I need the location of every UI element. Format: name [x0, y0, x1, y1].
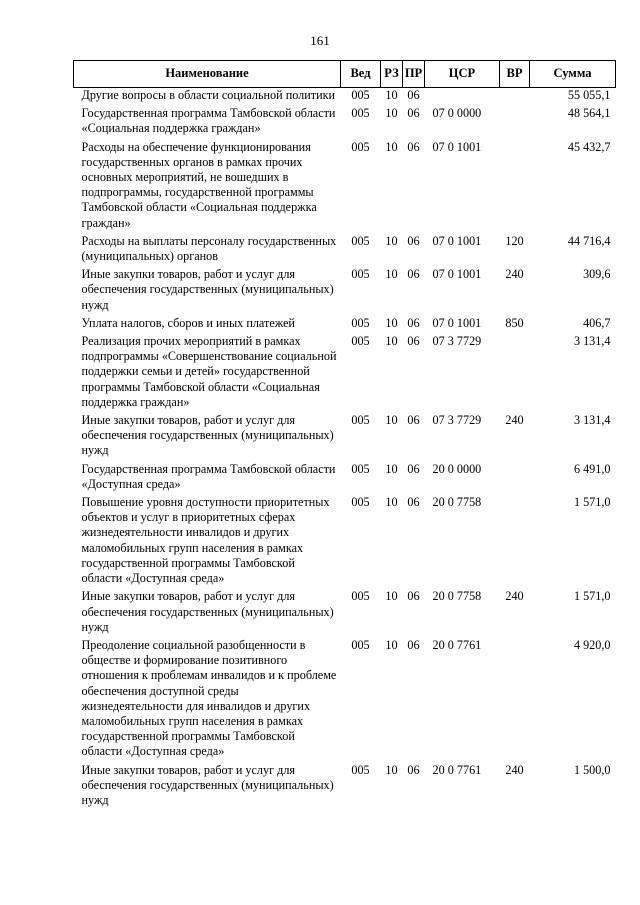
cell-rz: 10: [385, 88, 398, 102]
table-row: [74, 140, 616, 234]
cell-rz: 10: [385, 413, 398, 428]
cell-ved: 005: [351, 413, 370, 428]
cell-vr: [500, 462, 530, 495]
page-number: 161: [310, 33, 330, 48]
cell-csr: 07 3 7729: [432, 334, 482, 349]
cell-name: Иные закупки товаров, работ и услуг для обеспечения государственных (муниципальных) нужд: [81, 413, 334, 458]
cell-name: Повышение уровня доступности приоритетных объектов и услуг в приоритетных сферах жизнедеятельности инвалидов и других маломобильных групп населения в рамках государственной программы Тамбовской области «Доступная среда»: [81, 495, 330, 586]
cell-sum: 3 131,4: [573, 334, 611, 349]
cell-name: Государственная программа Тамбовской области «Доступная среда»: [81, 461, 336, 491]
cell-vr: [500, 106, 530, 139]
cell-ved: 005: [351, 88, 370, 102]
cell-pr: 06: [407, 139, 420, 154]
cell-sum: 1 500,0: [573, 762, 611, 777]
cell-vr: [500, 495, 530, 589]
table-row: [74, 763, 616, 812]
cell-vr: 240: [505, 589, 524, 604]
cell-csr: 20 0 0000: [432, 461, 482, 476]
table-row: [74, 413, 616, 462]
cell-sum: 3 131,4: [573, 413, 611, 428]
cell-rz: 10: [385, 589, 398, 604]
cell-ved: 005: [351, 106, 370, 121]
cell-name: Иные закупки товаров, работ и услуг для обеспечения государственных (муниципальных) нужд: [81, 589, 334, 634]
cell-csr: 07 0 0000: [432, 106, 482, 121]
table-row: [74, 334, 616, 413]
cell-ved: 005: [351, 589, 370, 604]
cell-sum: 1 571,0: [573, 495, 611, 510]
table-row: [74, 495, 616, 589]
cell-pr: 06: [407, 589, 420, 604]
table-row: [74, 267, 616, 316]
cell-name: Уплата налогов, сборов и иных платежей: [81, 315, 295, 330]
cell-name: Реализация прочих мероприятий в рамках подпрограммы «Совершенствование социальной поддержки семьи и детей» государственной программы Тамбовской области «Социальная поддержка граждан»: [81, 334, 337, 409]
cell-name: Преодоление социальной разобщенности в обществе и формирование позитивного отношения к проблемам инвалидов и к проблеме обеспечения доступной среды жизнедеятельности для инвалидов и других маломобильных групп населения в рамках государственной программы Тамбовской области «Доступная среда»: [81, 637, 337, 759]
cell-rz: 10: [385, 267, 398, 282]
cell-vr: 850: [505, 315, 524, 330]
cell-vr: 240: [505, 267, 524, 282]
cell-pr: 06: [407, 495, 420, 510]
cell-csr: 20 0 7758: [432, 589, 482, 604]
cell-pr: 06: [407, 334, 420, 349]
cell-sum: 1 571,0: [573, 589, 611, 604]
cell-sum: 4 920,0: [573, 637, 611, 652]
cell-rz: 10: [385, 334, 398, 349]
cell-rz: 10: [385, 106, 398, 121]
cell-ved: 005: [351, 762, 370, 777]
table-row: [74, 316, 616, 334]
cell-vr: 120: [505, 233, 524, 248]
cell-vr: [500, 638, 530, 763]
header-sum: Сумма: [530, 61, 616, 88]
cell-name: Иные закупки товаров, работ и услуг для обеспечения государственных (муниципальных) нужд: [81, 267, 334, 312]
cell-sum: 55 055,1: [567, 88, 611, 102]
cell-ved: 005: [351, 495, 370, 510]
table-row: [74, 589, 616, 638]
cell-rz: 10: [385, 495, 398, 510]
cell-pr: 06: [407, 233, 420, 248]
table-body: [74, 88, 616, 812]
table-row: [74, 462, 616, 495]
cell-name: Государственная программа Тамбовской области «Социальная поддержка граждан»: [81, 106, 336, 136]
cell-pr: 06: [407, 461, 420, 476]
cell-csr: 07 0 1001: [432, 267, 482, 282]
cell-pr: 06: [407, 88, 420, 102]
cell-sum: 48 564,1: [567, 106, 611, 121]
cell-csr: 07 0 1001: [432, 139, 482, 154]
cell-ved: 005: [351, 637, 370, 652]
table-header-row: [74, 61, 616, 88]
table-row: [74, 106, 616, 139]
cell-rz: 10: [385, 762, 398, 777]
header-ved: Вед: [341, 61, 381, 88]
cell-pr: 06: [407, 637, 420, 652]
cell-name: Другие вопросы в области социальной политики: [81, 88, 336, 102]
header-rz: РЗ: [381, 61, 403, 88]
cell-rz: 10: [385, 139, 398, 154]
cell-pr: 06: [407, 267, 420, 282]
cell-name: Расходы на обеспечение функционирования государственных органов в рамках прочих основных мероприятий, не вошедших в подпрограммы, государственной программы Тамбовской области «Социальная поддержка граждан»: [81, 139, 317, 230]
cell-vr: 240: [505, 762, 524, 777]
table-row: [74, 88, 616, 107]
cell-vr: [500, 88, 530, 107]
budget-table: [73, 60, 616, 811]
cell-name: Иные закупки товаров, работ и услуг для обеспечения государственных (муниципальных) нужд: [81, 762, 334, 807]
cell-sum: 309,6: [583, 267, 611, 282]
cell-rz: 10: [385, 233, 398, 248]
cell-pr: 06: [407, 413, 420, 428]
table-row: [74, 638, 616, 763]
cell-pr: 06: [407, 106, 420, 121]
cell-rz: 10: [385, 315, 398, 330]
cell-vr: [500, 140, 530, 234]
cell-ved: 005: [351, 315, 370, 330]
cell-vr: [500, 334, 530, 413]
cell-ved: 005: [351, 267, 370, 282]
header-pr: ПР: [403, 61, 425, 88]
header-vr: ВР: [500, 61, 530, 88]
header-csr: ЦСР: [425, 61, 500, 88]
cell-sum: 44 716,4: [567, 233, 611, 248]
cell-name: Расходы на выплаты персоналу государственных (муниципальных) органов: [81, 233, 337, 264]
cell-csr: 07 0 1001: [432, 315, 482, 330]
cell-csr: 20 0 7761: [432, 637, 482, 652]
cell-sum: 406,7: [583, 315, 611, 330]
cell-ved: 005: [351, 334, 370, 349]
cell-ved: 005: [351, 461, 370, 476]
cell-pr: 06: [407, 762, 420, 777]
cell-csr: 20 0 7758: [432, 495, 482, 510]
cell-rz: 10: [385, 461, 398, 476]
cell-rz: 10: [385, 637, 398, 652]
cell-csr: 07 3 7729: [432, 413, 482, 428]
cell-sum: 45 432,7: [567, 139, 611, 154]
cell-csr: 20 0 7761: [432, 762, 482, 777]
cell-vr: 240: [505, 413, 524, 428]
cell-csr: 07 0 1001: [432, 233, 482, 248]
cell-ved: 005: [351, 139, 370, 154]
cell-pr: 06: [407, 315, 420, 330]
table-row: [74, 234, 616, 267]
cell-ved: 005: [351, 233, 370, 248]
cell-csr: [425, 88, 500, 107]
cell-sum: 6 491,0: [573, 461, 611, 476]
header-name: Наименование: [74, 61, 341, 88]
